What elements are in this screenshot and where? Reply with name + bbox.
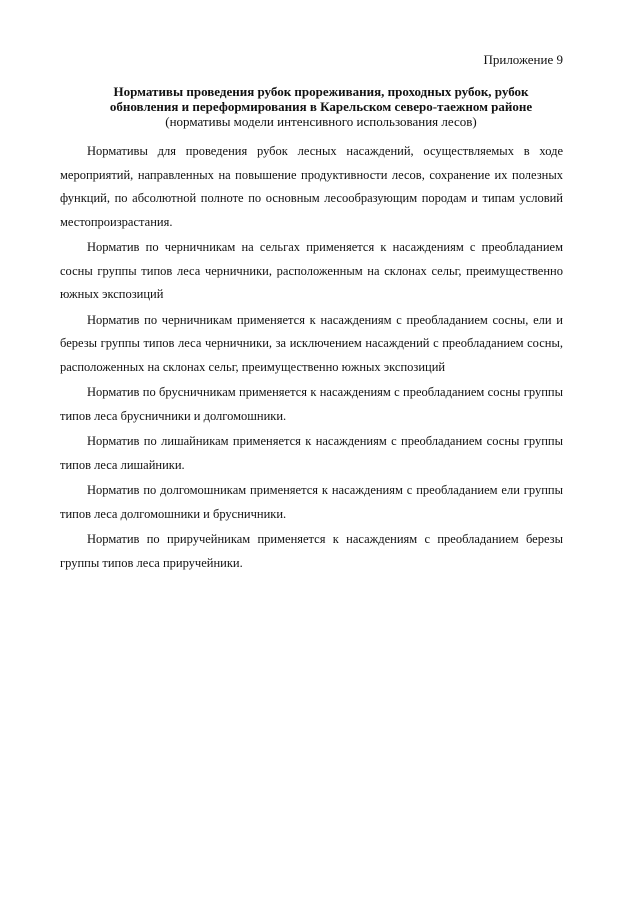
document-heading <box>60 84 582 129</box>
paragraph-blueberry: Норматив по черничникам применяется к насаждениям с преобладанием сосны, ели и березы группы типов леса черничники, за исключением насаждений с преобладанием сосны, расположенных на склонах сельг, преимущественно южных экспозиций <box>60 312 563 374</box>
paragraph-lichen: Норматив по лишайникам применяется к насаждениям с преобладанием сосны группы типов леса лишайники. <box>60 434 563 472</box>
appendix-label: Приложение 9 <box>483 52 563 67</box>
paragraph-long-moss: Норматив по долгомошникам применяется к насаждениям с преобладанием ели группы типов леса долгомошники и брусничники. <box>60 483 563 521</box>
paragraph-streamside: Норматив по приручейникам применяется к насаждениям с преобладанием березы группы типов леса приручейники. <box>60 532 563 570</box>
title-line-1: Нормативы проведения рубок прореживания, проходных рубок, рубок <box>113 84 529 99</box>
paragraph-blueberry-selga: Норматив по черничникам на сельгах применяется к насаждениям с преобладанием сосны группы типов леса черничники, расположенным на склонах сельг, преимущественно южных экспозиций <box>60 240 563 301</box>
paragraph-cowberry: Норматив по брусничникам применяется к насаждениям с преобладанием сосны группы типов леса брусничники и долгомошники. <box>60 385 563 423</box>
document-body <box>60 140 563 575</box>
title-line-2: обновления и переформирования в Карельском северо-таежном районе <box>109 99 533 114</box>
title-subtitle: (нормативы модели интенсивного использования лесов) <box>165 114 477 129</box>
paragraph-intro: Нормативы для проведения рубок лесных насаждений, осуществляемых в ходе мероприятий, направленных на повышение продуктивности лесов, сохранение их полезных функций, по абсолютной полноте по основным лесообразующим породам и типам условий местопроизрастания. <box>60 144 563 229</box>
